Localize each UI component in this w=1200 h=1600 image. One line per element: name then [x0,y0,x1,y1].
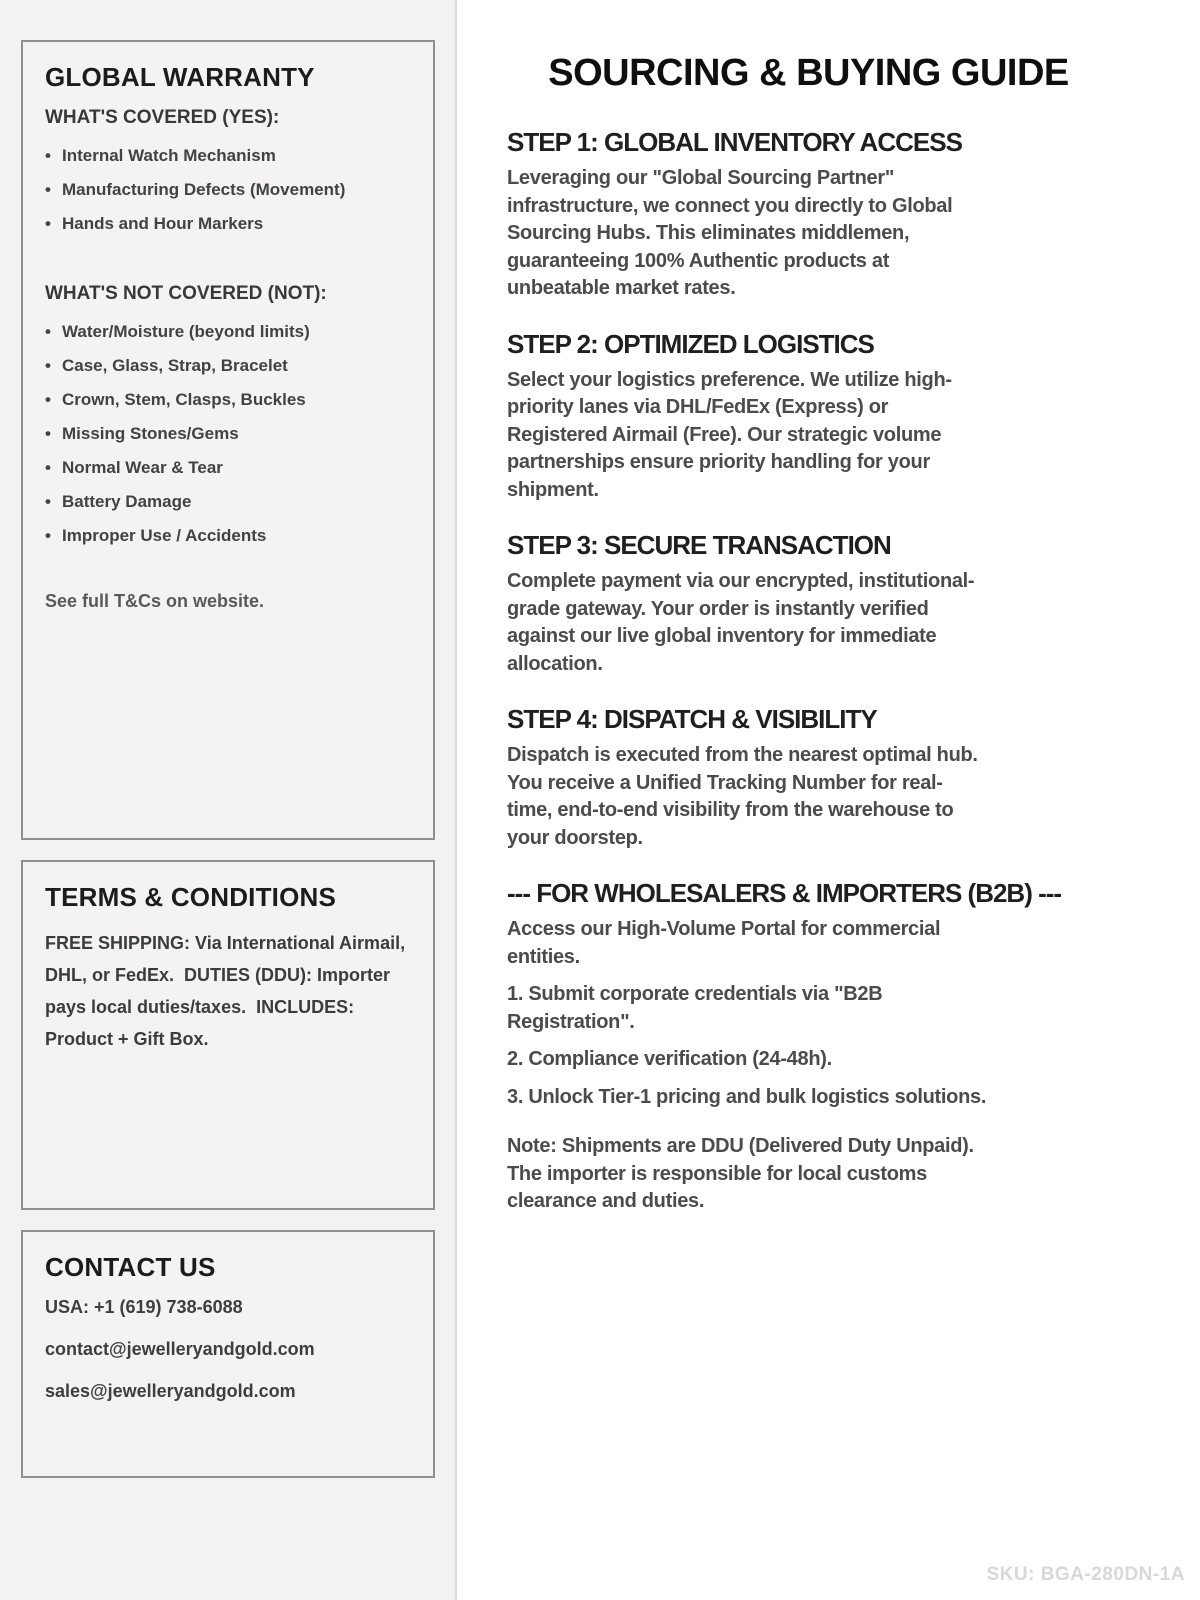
b2b-intro: Access our High-Volume Portal for commercial entities. [507,918,941,968]
contact-title: CONTACT US [45,1252,216,1282]
warranty-footnote: See full T&Cs on website. [45,591,265,611]
covered-heading: WHAT'S COVERED (YES): [45,107,280,128]
list-item: • Water/Moisture (beyond limits) [45,315,411,349]
list-item: • Crown, Stem, Clasps, Buckles [45,383,411,417]
warranty-panel [21,40,435,840]
step-1-section [507,127,1150,303]
step-4-body: Dispatch is executed from the nearest optimal hub. You receive a Unified Tracking Number for real-time, end-to-end visibility from the warehouse to your doorstep. [507,744,978,849]
page-title: SOURCING & BUYING GUIDE [548,52,1069,94]
not-covered-heading: WHAT'S NOT COVERED (NOT): [45,283,327,304]
step-3-heading: STEP 3: SECURE TRANSACTION [507,530,891,560]
terms-body: FREE SHIPPING: Via International Airmail, DHL, or FedEx. DUTIES (DDU): Importer pays local duties/taxes. INCLUDES: Product + Gift Box. [45,933,411,1049]
sku-label: SKU: BGA-280DN-1A [986,1564,1185,1585]
step-1-body: Leveraging our "Global Sourcing Partner" infrastructure, we connect you directly to Global Sourcing Hubs. This eliminates middlemen, guaranteeing 100% Authentic products at unbeatable market rates. [507,167,953,299]
contact-phone: USA: +1 (619) 738-6088 [45,1297,243,1317]
b2b-item-2: 2. Compliance verification (24-48h). [507,1048,832,1070]
b2b-item-3: 3. Unlock Tier-1 pricing and bulk logistics solutions. [507,1085,987,1108]
terms-panel [21,860,435,1210]
step-3-body: Complete payment via our encrypted, institutional-grade gateway. Your order is instantly verified against our live global inventory for immediate allocation. [507,570,975,675]
step-4-heading: STEP 4: DISPATCH & VISIBILITY [507,704,877,734]
terms-title: TERMS & CONDITIONS [45,882,337,912]
contact-email-primary: contact@jewelleryandgold.com [45,1339,315,1359]
sidebar [0,0,457,1600]
contact-email-sales: sales@jewelleryandgold.com [45,1381,296,1401]
b2b-section [507,878,1150,1216]
main-content [457,0,1200,1600]
list-item: • Case, Glass, Strap, Bracelet [45,349,411,383]
step-4-section [507,704,1150,852]
list-item: • Improper Use / Accidents [45,519,411,553]
step-1-heading: STEP 1: GLOBAL INVENTORY ACCESS [507,127,962,157]
list-item: • Internal Watch Mechanism [45,139,411,173]
step-2-body: Select your logistics preference. We utilize high-priority lanes via DHL/FedEx (Express) or Registered Airmail (Free). Our strategic volume partnerships ensure priority handling for your shipment. [507,368,952,501]
step-3-section [507,530,1150,678]
b2b-item-1: 1. Submit corporate credentials via "B2B Registration". [507,983,883,1033]
list-item: • Normal Wear & Tear [45,451,411,485]
covered-list [45,139,411,241]
list-item: • Manufacturing Defects (Movement) [45,173,411,207]
not-covered-list [45,315,411,553]
b2b-heading: --- FOR WHOLESALERS & IMPORTERS (B2B) --- [507,878,1062,908]
list-item: • Missing Stones/Gems [45,417,411,451]
b2b-note: Note: Shipments are DDU (Delivered Duty Unpaid). The importer is responsible for local customs clearance and duties. [507,1135,974,1212]
step-2-section [507,329,1150,505]
list-item: • Hands and Hour Markers [45,207,411,241]
step-2-heading: STEP 2: OPTIMIZED LOGISTICS [507,328,874,359]
list-item: • Battery Damage [45,485,411,519]
contact-panel [21,1230,435,1478]
warranty-title: GLOBAL WARRANTY [45,62,315,92]
